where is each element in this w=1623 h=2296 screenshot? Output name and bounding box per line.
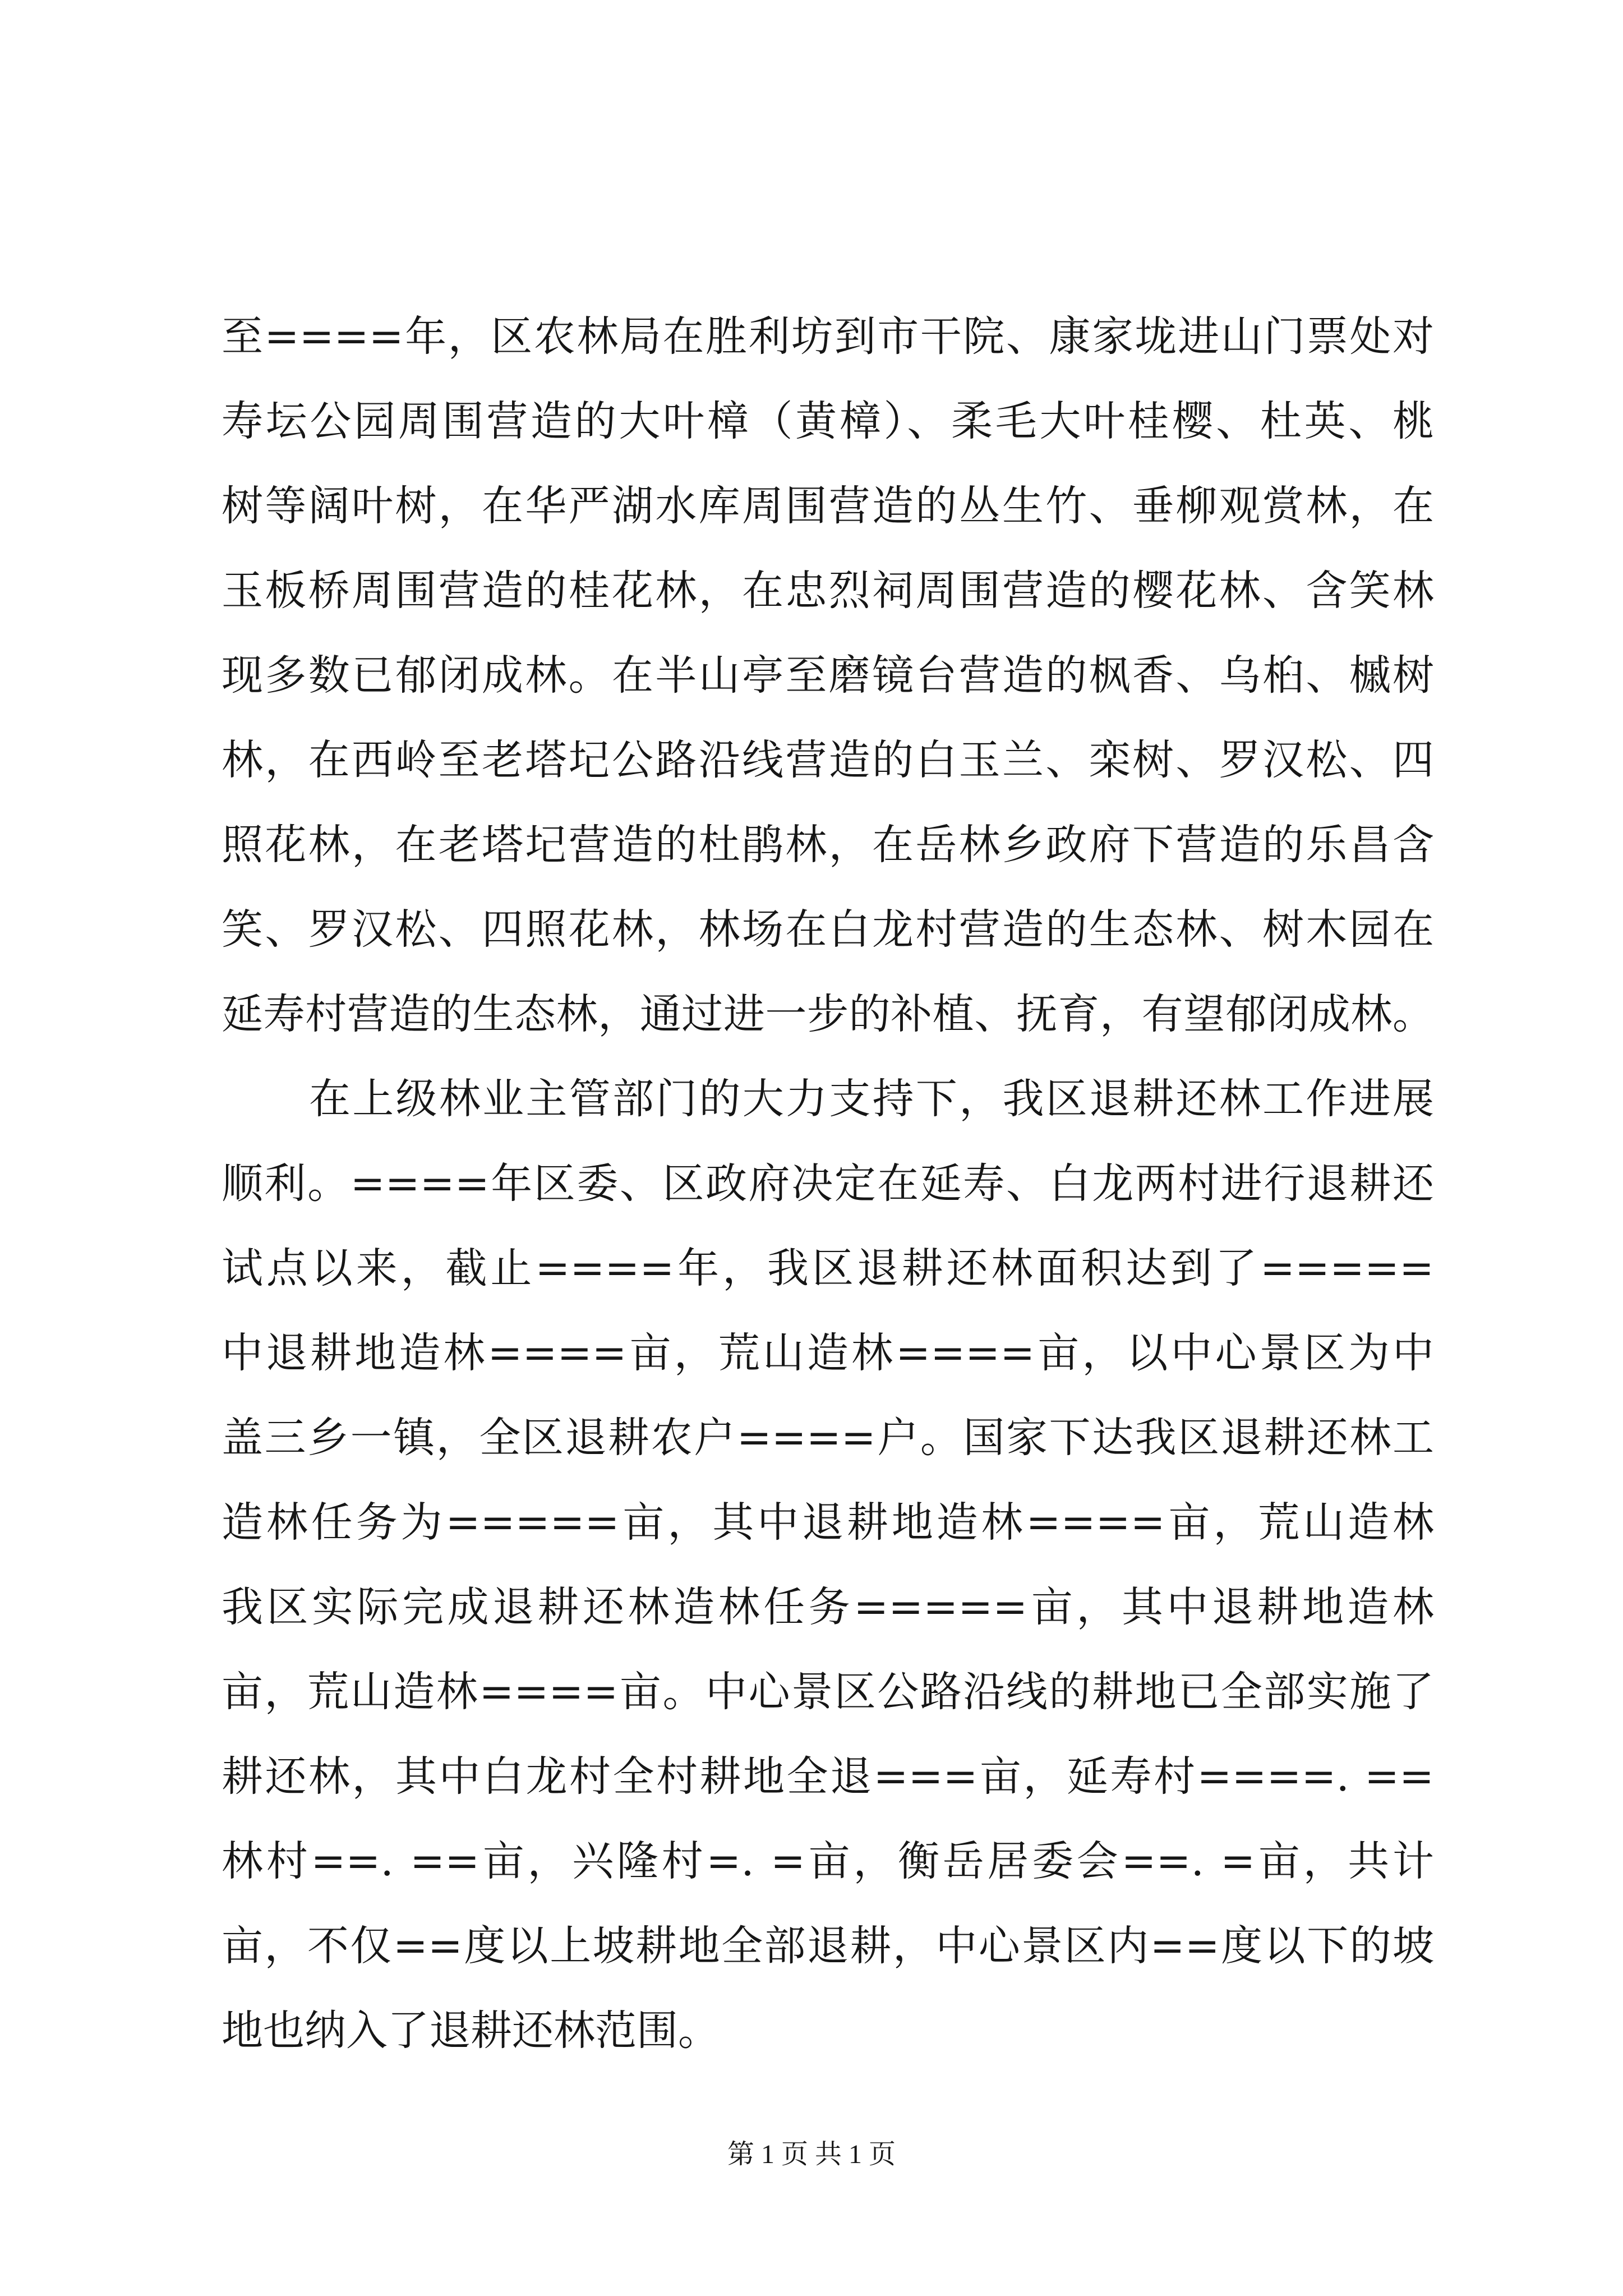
document-page-body	[222, 295, 1434, 2073]
page-footer: 第 1 页 共 1 页	[727, 2139, 896, 2169]
text-line: 林村==. ==亩，兴隆村=. =亩，衡岳居委会==. =亩，共计	[222, 1837, 1434, 1885]
text-line-first-indented: 在上级林业主管部门的大力支持下，我区退耕还林工作进展	[309, 1075, 1434, 1123]
text-line: 耕还林，其中白龙村全村耕地全退===亩，延寿村====. ==	[222, 1752, 1434, 1801]
text-line: 树等阔叶树，在华严湖水库周围营造的丛生竹、垂柳观赏林，在	[222, 482, 1434, 530]
text-line: 我区实际完成退耕还林造林任务=====亩，其中退耕地造林	[222, 1583, 1434, 1631]
text-line: 顺利。====年区委、区政府决定在延寿、白龙两村进行退耕还	[222, 1159, 1434, 1208]
text-line: 延寿村营造的生态林，通过进一步的补植、抚育，有望郁闭成林。	[222, 990, 1434, 1038]
paragraph-1	[222, 295, 1434, 1057]
text-line: 现多数已郁闭成林。在半山亭至磨镜台营造的枫香、乌桕、槭树	[222, 651, 1434, 700]
text-line: 至====年，区农林局在胜利坊到市干院、康家垅进山门票处对	[222, 312, 1434, 361]
paragraph-2	[222, 1057, 1434, 2073]
text-line: 造林任务为=====亩，其中退耕地造林====亩，荒山造林	[222, 1498, 1434, 1547]
text-line: 寿坛公园周围营造的大叶樟（黄樟）、柔毛大叶桂樱、杜英、桃	[222, 397, 1434, 445]
text-line: 林，在西岭至老塔圮公路沿线营造的白玉兰、栾树、罗汉松、四	[222, 736, 1434, 784]
text-line: 笑、罗汉松、四照花林，林场在白龙村营造的生态林、树木园在	[222, 905, 1434, 954]
text-line: 亩，荒山造林====亩。中心景区公路沿线的耕地已全部实施了	[222, 1668, 1434, 1716]
text-line: 照花林，在老塔圮营造的杜鹃林，在岳林乡政府下营造的乐昌含	[222, 821, 1434, 869]
text-line: 盖三乡一镇，全区退耕农户====户。国家下达我区退耕还林工	[222, 1414, 1434, 1462]
text-line: 亩，不仅==度以上坡耕地全部退耕，中心景区内==度以下的坡	[222, 1922, 1434, 1970]
text-line: 试点以来，截止====年，我区退耕还林面积达到了=====	[222, 1244, 1434, 1292]
text-line: 玉板桥周围营造的桂花林，在忠烈祠周围营造的樱花林、含笑林	[222, 567, 1434, 615]
text-line-last: 地也纳入了退耕还林范围。	[222, 2007, 720, 2055]
text-line: 中退耕地造林====亩，荒山造林====亩，以中心景区为中	[222, 1329, 1434, 1377]
